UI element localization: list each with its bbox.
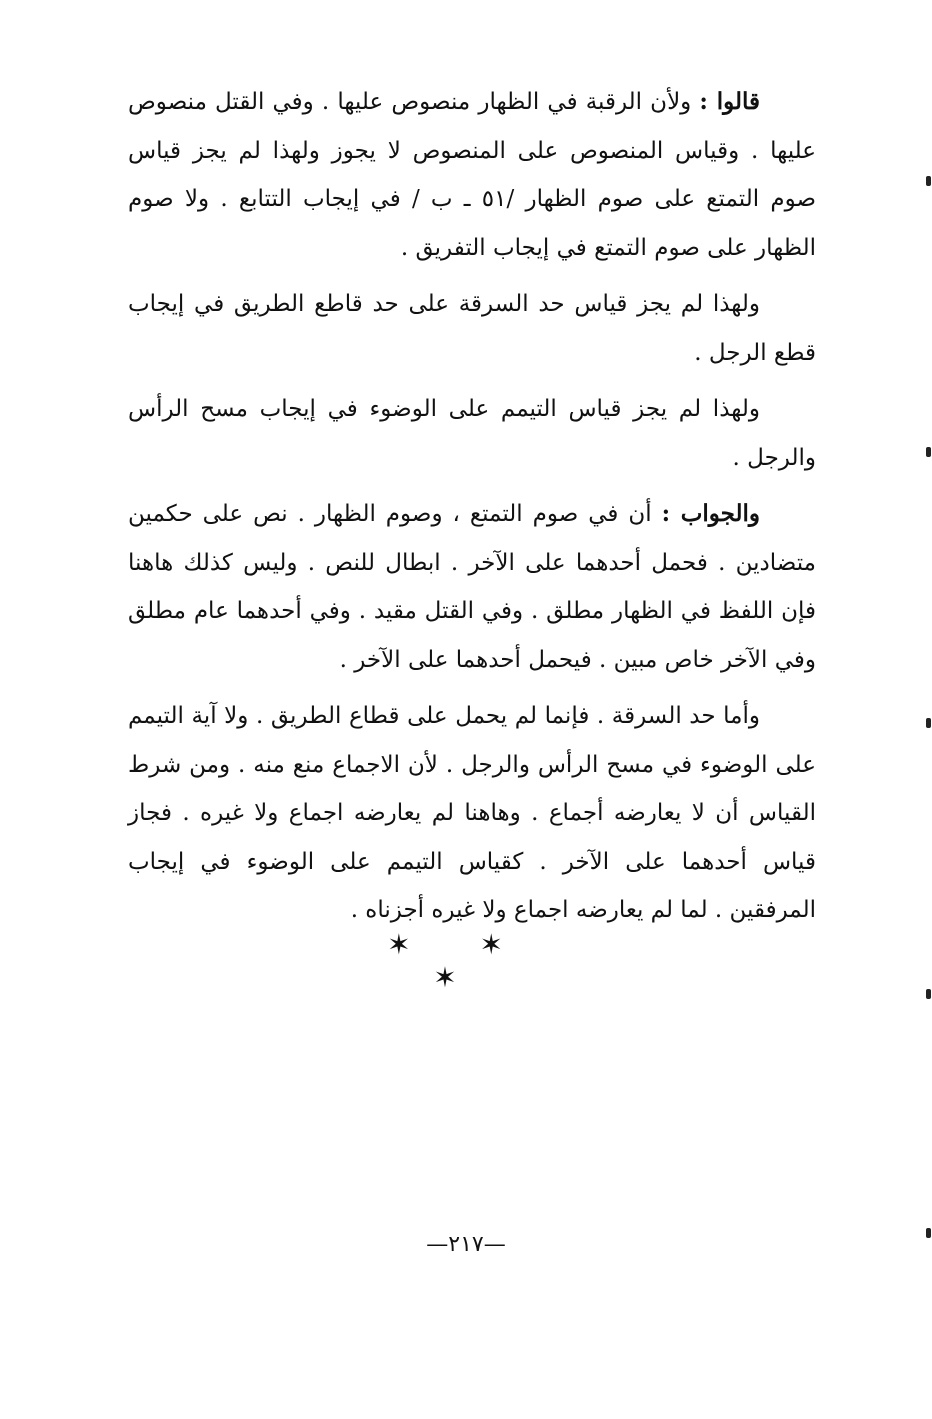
margin-mark bbox=[926, 989, 931, 999]
star-ornament: ✶ ✶ ✶ bbox=[387, 928, 533, 994]
paragraph-3 bbox=[128, 385, 816, 482]
page-number: —٢١٧— bbox=[426, 1232, 506, 1257]
paragraph-3-text: ولهذا لم يجز قياس التيمم على الوضوء في إيجاب مسح الرأس والرجل . bbox=[128, 396, 816, 471]
paragraph-5-text: وأما حد السرقة . فإنما لم يحمل على قطاع الطريق . ولا آية التيمم على الوضوء في مسح الرأس والرجل . لأن الاجماع منع منه . ومن شرط القياس أن لا يعارضه أجماع . وهاهنا لم يعارضه اجماع ولا غيره . فجاز قياس أحدهما على الآخر . كقياس التيمم على الوضوء في إيجاب المرفقين . لما لم يعارضه اجماع ولا غيره أجزناه . bbox=[128, 703, 816, 923]
paragraph-4 bbox=[128, 490, 816, 684]
margin-mark bbox=[926, 1228, 931, 1238]
paragraph-2-text: ولهذا لم يجز قياس حد السرقة على حد قاطع الطريق في إيجاب قطع الرجل . bbox=[128, 291, 816, 366]
paragraph-4-text: أن في صوم التمتع ، وصوم الظهار . نص على حكمين متضادين . فحمل أحدهما على الآخر . ابطال للنص . وليس كذلك هاهنا فإن اللفظ في الظهار مطلق . وفي القتل مقيد . وفي أحدهما عام مطلق وفي الآخر خاص مبين . فيحمل أحدهما على الآخر . bbox=[128, 501, 816, 673]
paragraph-5 bbox=[128, 692, 816, 935]
margin-mark bbox=[926, 176, 931, 186]
body-text bbox=[128, 78, 816, 935]
margin-mark bbox=[926, 718, 931, 728]
paragraph-2 bbox=[128, 280, 816, 377]
paragraph-1-text: ولأن الرقبة في الظهار منصوص عليها . وفي القتل منصوص عليها . وقياس المنصوص على المنصوص لا يجوز ولهذا لم يجز قياس صوم التمتع على صوم الظهار /٥١ ـ ب / في إيجاب التتابع . ولا صوم الظهار على صوم التمتع في إيجاب التفريق . bbox=[128, 89, 816, 261]
paragraph-4-lead: والجواب : bbox=[661, 500, 761, 527]
paragraph-1 bbox=[128, 78, 816, 272]
paragraph-1-lead: قالوا : bbox=[699, 88, 760, 115]
margin-mark bbox=[926, 447, 931, 457]
